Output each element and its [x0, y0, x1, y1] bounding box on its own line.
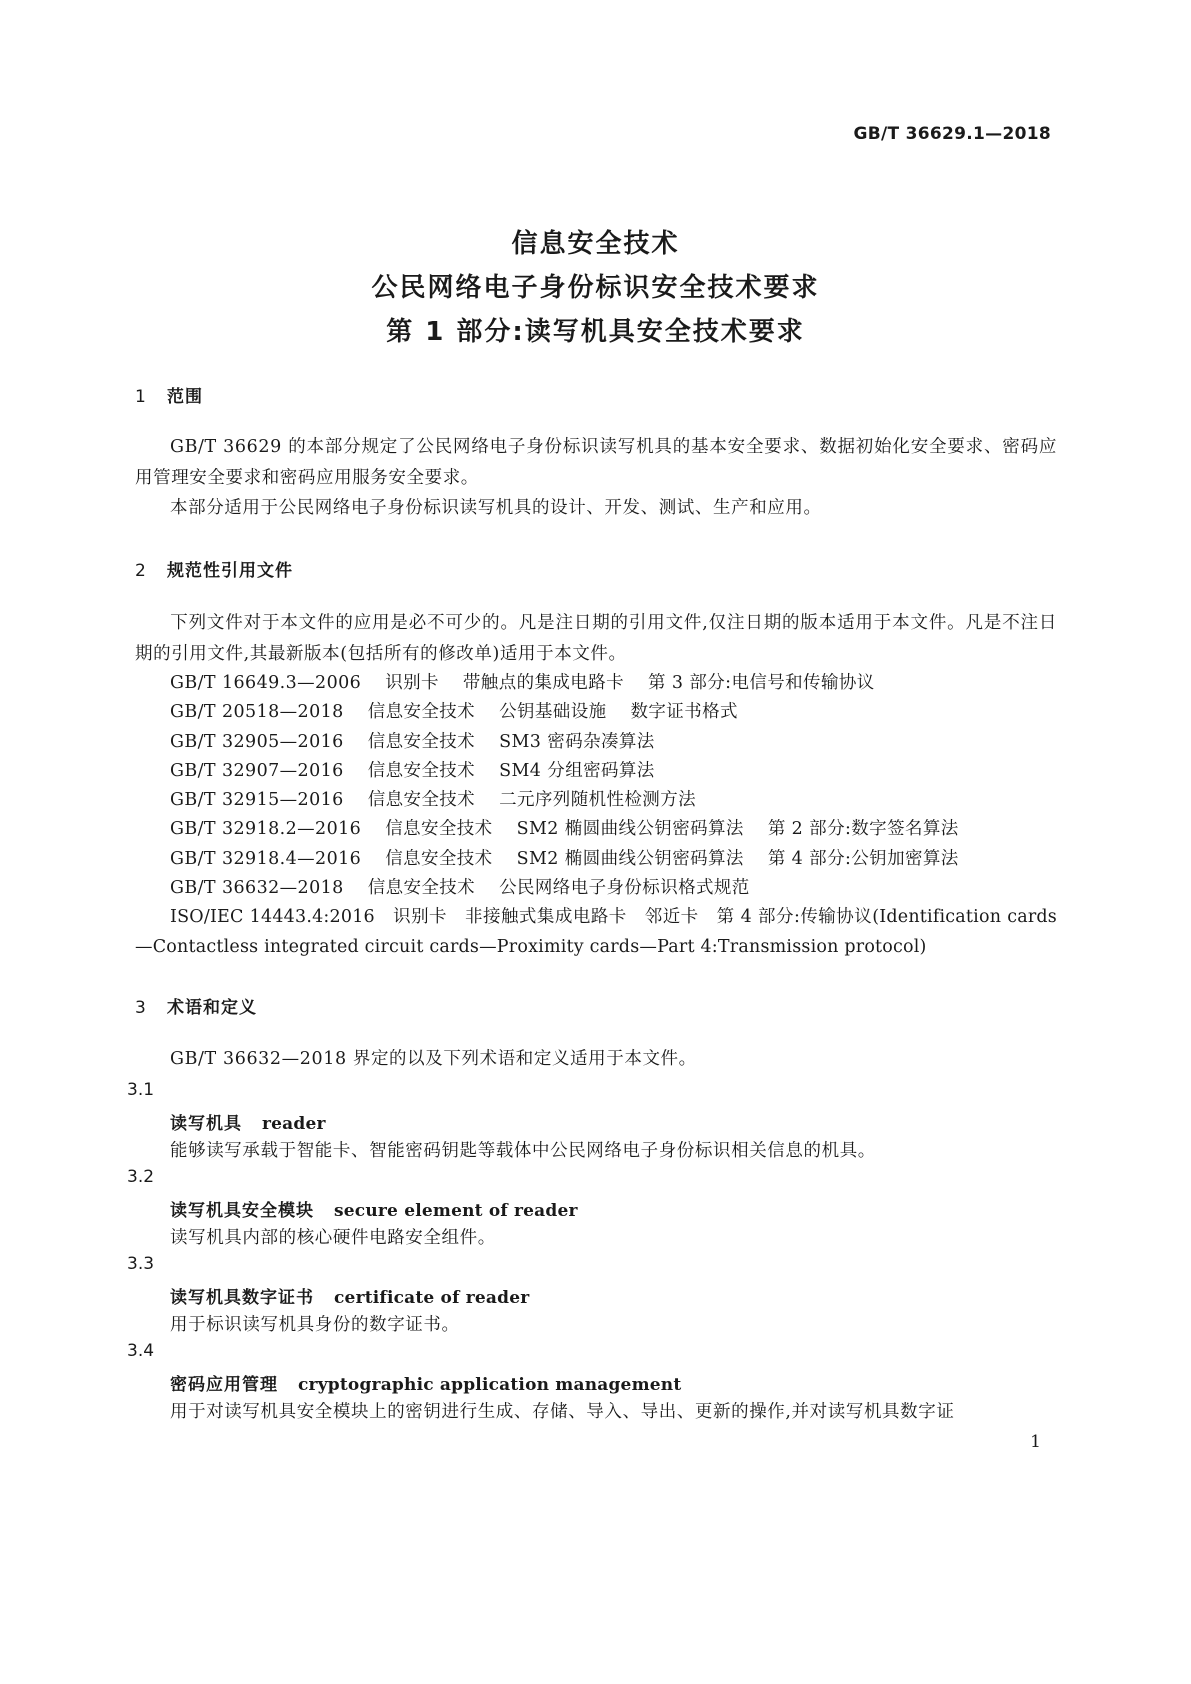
reference-code: GB/T 16649.3—2006: [170, 673, 362, 693]
reference-title-part: 第 4 部分:公钥加密算法: [767, 848, 959, 869]
normative-reference-list: [135, 669, 1060, 962]
section-1-paragraph-2: [135, 493, 1057, 524]
section-number: 1: [135, 387, 147, 407]
reference-title-part: 信息安全技术: [385, 848, 493, 869]
term-en: secure element of reader: [334, 1201, 578, 1221]
title-line-2: 公民网络电子身份标识安全技术要求: [371, 273, 820, 303]
term-heading: [170, 1109, 326, 1134]
document-title: [0, 222, 1191, 354]
reference-code: GB/T 36632—2018: [170, 878, 344, 899]
paragraph-text: GB/T 36632—2018 界定的以及下列术语和定义适用于本文件。: [170, 1049, 697, 1069]
reference-title-part: 信息安全技术: [367, 731, 476, 752]
title-line-3: 第 1 部分:读写机具安全技术要求: [386, 317, 805, 347]
section-3-heading: [135, 993, 257, 1018]
section-1-paragraph-1: [135, 432, 1057, 494]
section-2-heading: [135, 556, 293, 581]
reference-title-part: 第 3 部分:电信号和传输协议: [648, 673, 875, 693]
reference-item: [170, 757, 1060, 786]
page-number: 1: [1030, 1432, 1041, 1452]
reference-item-iso: ISO/IEC 14443.4:2016 识别卡 非接触式集成电路卡 邻近卡 第 4 部分:传输协议(Identification cards—Contactless integrated circuit cards—Proximity cards—Part 4:Transmission protocol): [135, 907, 1057, 957]
section-1-heading: [135, 382, 203, 407]
reference-title-part: SM2 椭圆曲线公钥密码算法: [516, 819, 744, 840]
reference-item: [170, 845, 1060, 874]
reference-item: [170, 669, 1060, 698]
reference-title-part: SM2 椭圆曲线公钥密码算法: [516, 848, 744, 869]
reference-title-part: 公民网络电子身份标识格式规范: [499, 878, 750, 899]
reference-item: [170, 874, 1060, 903]
term-en: cryptographic application management: [298, 1375, 682, 1395]
reference-code: GB/T 32905—2016: [170, 731, 344, 752]
reference-title-part: 第 2 部分:数字签名算法: [767, 819, 959, 840]
section-title: 规范性引用文件: [167, 561, 293, 581]
section-2-paragraph-1: [135, 608, 1057, 670]
reference-title-part: 信息安全技术: [367, 790, 476, 811]
term-number: 3.1: [127, 1080, 155, 1100]
term-zh: 密码应用管理: [170, 1375, 278, 1395]
reference-title-part: SM4 分组密码算法: [499, 760, 655, 781]
section-number: 2: [135, 561, 147, 581]
reference-item: [170, 698, 1060, 727]
term-en: reader: [262, 1114, 326, 1134]
reference-title-part: 二元序列随机性检测方法: [499, 790, 696, 811]
reference-item: [170, 786, 1060, 815]
title-line-1: 信息安全技术: [511, 229, 680, 259]
term-zh: 读写机具数字证书: [170, 1288, 314, 1308]
section-title: 范围: [167, 387, 203, 407]
reference-code: GB/T 32918.2—2016: [170, 819, 362, 840]
reference-code: GB/T 32907—2016: [170, 760, 344, 781]
term-heading: [170, 1196, 578, 1221]
reference-item: [170, 815, 1060, 844]
reference-code: GB/T 32915—2016: [170, 790, 344, 811]
term-heading: [170, 1283, 529, 1308]
reference-title-part: 信息安全技术: [385, 819, 493, 840]
reference-title-part: 信息安全技术: [367, 760, 476, 781]
term-zh: 读写机具安全模块: [170, 1201, 314, 1221]
reference-title-part: 公钥基础设施: [499, 702, 607, 723]
term-definition: 用于对读写机具安全模块上的密钥进行生成、存储、导入、导出、更新的操作,并对读写机具数字证: [170, 1402, 955, 1422]
section-title: 术语和定义: [167, 998, 257, 1018]
reference-title-part: SM3 密码杂凑算法: [499, 731, 655, 752]
section-number: 3: [135, 998, 147, 1018]
section-3-intro: [135, 1044, 1057, 1075]
reference-item: [170, 728, 1060, 757]
paragraph-text: 本部分适用于公民网络电子身份标识读写机具的设计、开发、测试、生产和应用。: [170, 498, 822, 518]
reference-title-part: 带触点的集成电路卡: [462, 673, 624, 693]
term-definition: 读写机具内部的核心硬件电路安全组件。: [170, 1228, 496, 1248]
standard-number: GB/T 36629.1—2018: [853, 124, 1051, 144]
reference-title-part: 识别卡: [385, 673, 439, 693]
paragraph-text: GB/T 36629 的本部分规定了公民网络电子身份标识读写机具的基本安全要求、数据初始化安全要求、密码应用管理安全要求和密码应用服务安全要求。: [135, 437, 1057, 488]
reference-title-part: 数字证书格式: [630, 702, 738, 723]
term-en: certificate of reader: [334, 1288, 530, 1308]
term-number: 3.4: [127, 1341, 155, 1361]
term-definition: 能够读写承载于智能卡、智能密码钥匙等载体中公民网络电子身份标识相关信息的机具。: [170, 1141, 876, 1161]
reference-code: GB/T 20518—2018: [170, 702, 344, 723]
term-number: 3.2: [127, 1167, 155, 1187]
term-definition: 用于标识读写机具身份的数字证书。: [170, 1315, 460, 1335]
paragraph-text: 下列文件对于本文件的应用是必不可少的。凡是注日期的引用文件,仅注日期的版本适用于本文件。凡是不注日期的引用文件,其最新版本(包括所有的修改单)适用于本文件。: [135, 613, 1057, 664]
reference-title-part: 信息安全技术: [367, 878, 476, 899]
term-heading: [170, 1370, 681, 1395]
term-number: 3.3: [127, 1254, 155, 1274]
reference-title-part: 信息安全技术: [367, 702, 476, 723]
term-zh: 读写机具: [170, 1114, 242, 1134]
reference-code: GB/T 32918.4—2016: [170, 848, 362, 869]
